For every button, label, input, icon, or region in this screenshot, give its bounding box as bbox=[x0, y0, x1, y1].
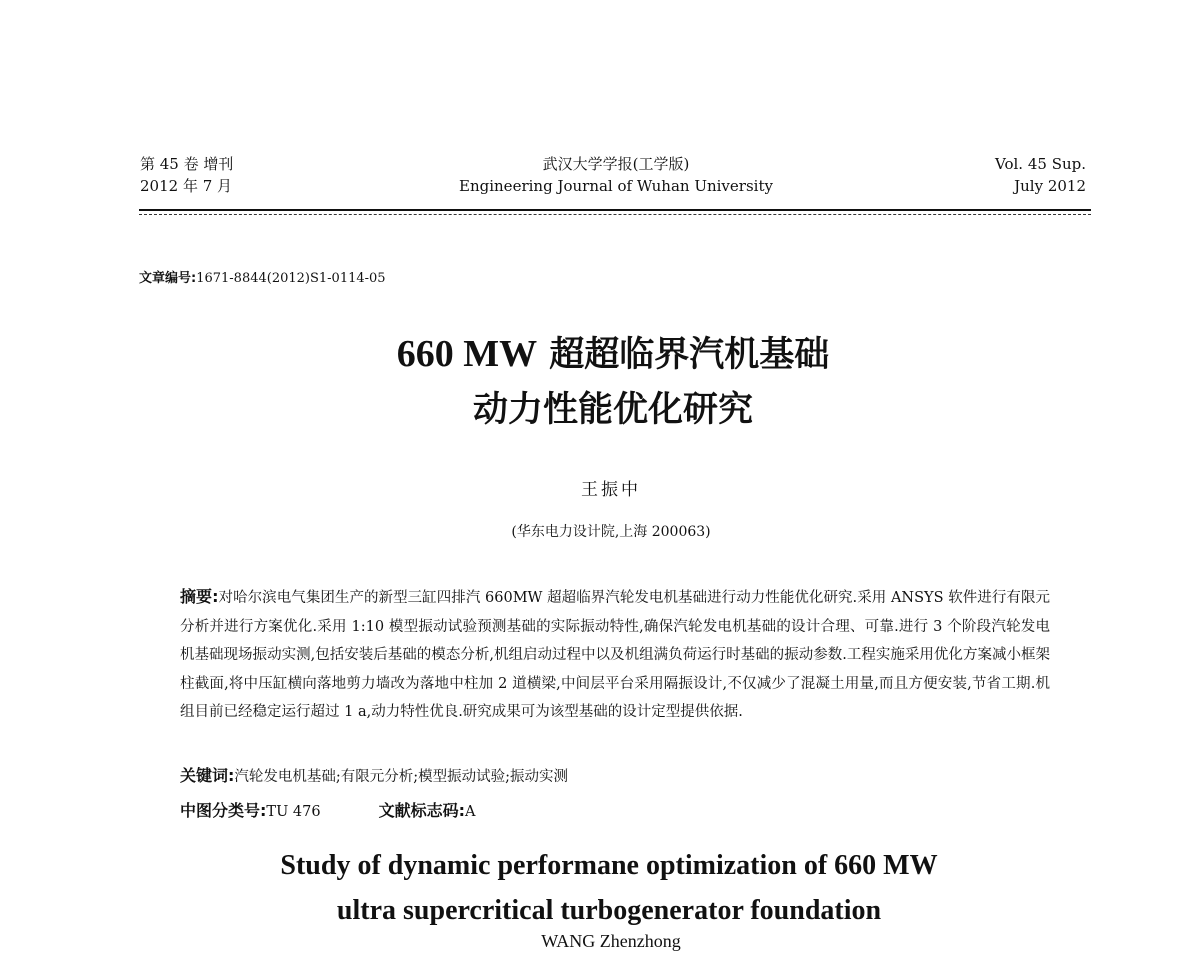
doc-code-value: A bbox=[465, 804, 476, 820]
journal-name-cn: 武汉大学学报(工学版) bbox=[542, 155, 690, 173]
title-en-line1: Study of dynamic performane optimization of 660 MW bbox=[280, 850, 938, 881]
abstract bbox=[180, 583, 1050, 727]
abstract-text: 对哈尔滨电气集团生产的新型三缸四排汽 660MW 超超临界汽轮发电机基础进行动力性能优化研究.采用 ANSYS 软件进行有限元分析并进行方案优化.采用 1:10 模型振动试验预测基础的实际振动特性,确保汽轮发电机基础的设计合理、可靠.进行 3 个阶段汽轮发电机基础现场振动实测,包括安装后基础的模态分析,机组启动过程中以及机组满负荷运行时基础的振动参数.工程实施采用优化方案减小框架柱截面,将中压缸横向落地剪力墙改为落地中柱加 2 道横梁,中间层平台采用隔振设计,不仅减少了混凝土用量,而且方便安装,节省工期.机组目前已经稳定运行超过 1 a,动力特性优良.研究成果可为该型基础的设计定型提供依据. bbox=[180, 590, 1050, 720]
header-rule-dashed bbox=[139, 214, 1091, 215]
title-cn-line1-text: 超超临界汽机基础 bbox=[537, 335, 830, 375]
abstract-label: 摘要: bbox=[180, 587, 219, 606]
title-cn bbox=[0, 327, 1200, 438]
volume-en: Vol. 45 Sup. bbox=[995, 155, 1086, 173]
author-cn: 王振中 bbox=[581, 480, 641, 500]
article-number bbox=[139, 267, 386, 286]
title-en-line2: ultra supercritical turbogenerator foundation bbox=[336, 895, 882, 926]
keywords bbox=[180, 763, 568, 786]
title-cn-line2: 动力性能优化研究 bbox=[472, 390, 753, 430]
article-number-value: 1671-8844(2012)S1-0114-05 bbox=[196, 271, 386, 286]
journal-name-en: Engineering Journal of Wuhan University bbox=[459, 177, 773, 195]
date-en: July 2012 bbox=[1014, 177, 1086, 195]
keywords-text: 汽轮发电机基础;有限元分析;模型振动试验;振动实测 bbox=[234, 769, 569, 785]
affiliation-cn: (华东电力设计院,上海 200063) bbox=[511, 524, 711, 540]
author-en: WANG Zhenzhong bbox=[541, 931, 681, 951]
date-cn: 2012 年 7 月 bbox=[140, 177, 233, 195]
classification bbox=[180, 798, 475, 821]
clc-label: 中图分类号: bbox=[180, 801, 267, 820]
title-cn-line1-prefix: 660 MW bbox=[396, 333, 538, 375]
keywords-label: 关键词: bbox=[180, 766, 235, 785]
volume-cn: 第 45 卷 增刊 bbox=[140, 155, 234, 173]
doc-code-label: 文献标志码: bbox=[378, 801, 465, 820]
article-number-label: 文章编号: bbox=[139, 271, 197, 286]
header-right bbox=[995, 153, 1086, 197]
title-en bbox=[0, 843, 1200, 933]
header-rule-thick bbox=[139, 209, 1091, 211]
title-cn-line1 bbox=[0, 327, 1200, 383]
clc-value: TU 476 bbox=[266, 804, 321, 820]
